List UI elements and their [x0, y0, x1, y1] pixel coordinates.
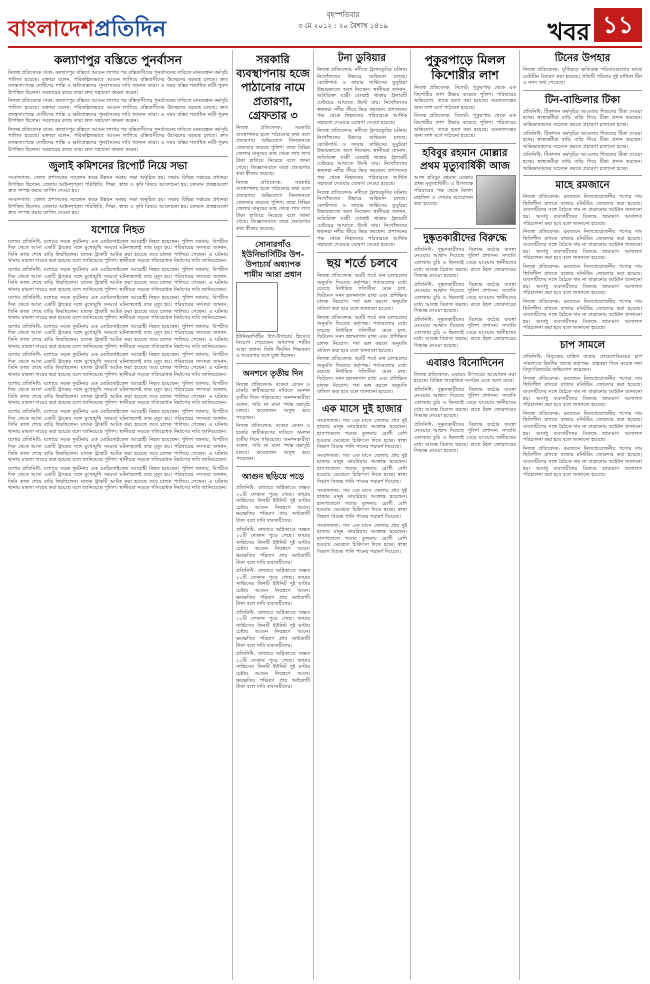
article-body: সংবাদদাতা: গত এক মাসে জেলায় প্রায় দুই হাজার মানুষ ডায়রিয়ায় আক্রান্ত হয়েছেন। হাসপাতালে শয্যার তুলনায় রোগী বেশি হওয়ায় মেঝেতে চিকিৎসা দিতে হচ্ছে। স্বাস্থ্য বিভাগ বিশুদ্ধ পানি পানের পরামর্শ দিয়েছে।	[317, 452, 407, 486]
divider	[317, 252, 407, 253]
article-body: নিজস্ব প্রতিবেদক: বকেয়া বেতন ও চাকরি স্থায়ীকরণের দাবিতে অনশন তৃতীয় দিনে গড়িয়েছে। অনশনকারীরা বলেন, দাবি না মানা পর্যন্ত কর্মসূচি চলবে। কয়েকজন অসুস্থ হয়ে পড়েছেন।	[236, 423, 310, 463]
article-body: নিজস্ব প্রতিবেদক ঢাকা: কল্যাণপুর বস্তিতে আগুন লাগার পর বস্তিবাসীদের পুনর্বাসনের দাবিতে মানববন্ধন কর্মসূচি পালিত হয়েছে। বক্তারা বলেন, পরিকল্পিতভাবে আগুন লাগিয়ে বস্তিবাসীদের উচ্ছেদের ষড়যন্ত্র চলছে। দ্রুত তদন্তসাপেক্ষে দোষীদের শাস্তি ও ক্ষতিগ্রস্তদের পুনর্বাসনের দাবি জানান তারা। এ সময় বস্তির শতাধিক নারী-পুরুষ উপস্থিত ছিলেন। সরকারের কাছে তারা দ্রুত সহায়তা কামনা করেন।	[8, 126, 228, 153]
headline: এবারও বিনোদিনেন	[426, 357, 504, 369]
page-number: ১১	[594, 8, 642, 42]
article-body: নিজস্ব প্রতিবেদক: রমজানে নিত্যপ্রয়োজনীয় পণ্যের দাম স্থিতিশীল রাখতে বাজার মনিটরিং জোরদার করা হয়েছে। ব্যবসায়ীদের সঙ্গে বৈঠকে দাম না বাড়ানোর আহ্বান জানানো হয়। অসাধু ব্যবসায়ীদের বিরুদ্ধে ভ্রাম্যমাণ আদালত পরিচালনা করা হবে বলে জানানো হয়েছে।	[523, 410, 642, 444]
article-body: নিজস্ব প্রতিবেদক: নদীতে ট্রলারডুবির ঘটনায় নিখোঁজদের উদ্ধারে অভিযান চলছে। কোস্টগার্ড ও ফায়ার সার্ভিসের ডুবুরিরা উদ্ধারকাজে অংশ নিচ্ছেন। স্থানীয়রা জানান, অতিরিক্ত যাত্রী বোঝাই থাকায় ট্রলারটি ঢেউয়ের আঘাতে উল্টে যায়। নিখোঁজদের স্বজনরা নদীর তীরে ভিড় করছেন। প্রশাসনের পক্ষ থেকে নিহতদের পরিবারকে আর্থিক সহায়তা দেওয়ার ঘোষণা দেওয়া হয়েছে।	[317, 67, 407, 126]
article-body: নিজস্ব প্রতিবেদক: ছয়টি শর্তে যান চলাচলের অনুমতি দিয়েছে কর্তৃপক্ষ। শর্তগুলোর মধ্যে রয়েছে নির্ধারিত গতিসীমা মেনে চলা, ফিটনেস সনদ হালনাগাদ রাখা এবং প্রশিক্ষিত চালক নিয়োগ। শর্ত ভঙ্গ করলে অনুমতি বাতিল করা হবে বলে জানানো হয়েছে।	[317, 314, 407, 354]
column-divider	[410, 50, 411, 980]
headline: জুলাই কমিশনের রিপোর্ট নিয়ে সভা	[48, 161, 188, 173]
column-1	[8, 50, 228, 492]
article-body: যশোর প্রতিনিধি: যশোরে সড়ক দুর্ঘটনায় এক মোটরসাইকেল আরোহী নিহত হয়েছেন। পুলিশ জানায়, বিপরীত দিক থেকে আসা একটি ট্রাকের সঙ্গে মুখোমুখি সংঘর্ষে ঘটনাস্থলেই তার মৃত্যু হয়। পরিবারের সদস্যরা জানান, তিনি কাজ শেষে বাড়ি ফিরছিলেন। ঘাতক ট্রাকটি আটক করা হয়েছে তবে চালক পালিয়ে গেছেন। এ ঘটনায় থানায় মামলা দায়ের করা হয়েছে বলে জানিয়েছে পুলিশ। স্থানীয়রা সড়কে গতিরোধক নির্মাণের দাবি জানিয়েছেন।	[8, 465, 228, 492]
divider	[414, 353, 516, 354]
article-body: নিজস্ব প্রতিবেদক: রমজানে নিত্যপ্রয়োজনীয় পণ্যের দাম স্থিতিশীল রাখতে বাজার মনিটরিং জোরদার করা হয়েছে। ব্যবসায়ীদের সঙ্গে বৈঠকে দাম না বাড়ানোর আহ্বান জানানো হয়। অসাধু ব্যবসায়ীদের বিরুদ্ধে ভ্রাম্যমাণ আদালত পরিচালনা করা হবে বলে জানানো হয়েছে।	[523, 445, 642, 479]
article-body: যশোর প্রতিনিধি: যশোরে সড়ক দুর্ঘটনায় এক মোটরসাইকেল আরোহী নিহত হয়েছেন। পুলিশ জানায়, বিপরীত দিক থেকে আসা একটি ট্রাকের সঙ্গে মুখোমুখি সংঘর্ষে ঘটনাস্থলেই তার মৃত্যু হয়। পরিবারের সদস্যরা জানান, তিনি কাজ শেষে বাড়ি ফিরছিলেন। ঘাতক ট্রাকটি আটক করা হয়েছে তবে চালক পালিয়ে গেছেন। এ ঘটনায় থানায় মামলা দায়ের করা হয়েছে বলে জানিয়েছে পুলিশ। স্থানীয়রা সড়কে গতিরোধক নির্মাণের দাবি জানিয়েছেন।	[8, 380, 228, 407]
headline: সরকারি ব্যবস্থাপনায় হজে পাঠানোর নামে প্রতারণা, গ্রেফতার ৩	[236, 53, 310, 122]
article-body: প্রতিনিধি: দুষ্কৃতকারীদের বিরুদ্ধে কঠোর ব্যবস্থা নেওয়ার আশ্বাস দিয়েছে পুলিশ প্রশাসন। সম্প্রতি এলাকায় চুরি ও ছিনতাই বেড়ে যাওয়ায় স্থানীয়দের মধ্যে আতঙ্ক বিরাজ করছে। রাতে টহল জোরদারের সিদ্ধান্ত নেওয়া হয়েছে।	[414, 316, 516, 350]
masthead	[8, 4, 642, 44]
divider	[523, 90, 642, 91]
article-body: প্রতিনিধি: বাজারে অগ্নিকাণ্ডে অন্তত ২০টি দোকান পুড়ে গেছে। ফায়ার সার্ভিসের তিনটি ইউনিট দুই ঘণ্টার চেষ্টায় আগুন নিয়ন্ত্রণে আনে। ক্ষয়ক্ষতির পরিমাণ প্রায় অর্ধকোটি টাকা বলে দাবি ব্যবসায়ীদের।	[236, 526, 310, 566]
headline: হবিবুর রহমান মোল্লার প্রথম মৃত্যুবার্ষিকী আজ	[420, 147, 510, 172]
article-body: প্রতিনিধি: টিকাদান কর্মসূচির আওতায় শিশুদের টিকা দেওয়া হচ্ছে। স্বাস্থ্যকর্মীরা বাড়ি বাড়ি গিয়ে টিকা প্রদান করছেন। অভিভাবকদের সচেতন করতে প্রচারণা চালানো হচ্ছে।	[523, 152, 642, 172]
column-divider	[232, 50, 233, 980]
headline: সোনারগাঁও ইউনিভার্সিটির উপ-উপাচার্য অধ্যাপক শামীম আরা প্রধান	[241, 239, 305, 279]
article-body: নিজস্ব প্রতিবেদক: রমজানে নিত্যপ্রয়োজনীয় পণ্যের দাম স্থিতিশীল রাখতে বাজার মনিটরিং জোরদার করা হয়েছে। ব্যবসায়ীদের সঙ্গে বৈঠকে দাম না বাড়ানোর আহ্বান জানানো হয়। অসাধু ব্যবসায়ীদের বিরুদ্ধে ভ্রাম্যমাণ আদালত পরিচালনা করা হবে বলে জানানো হয়েছে।	[523, 299, 642, 332]
divider	[523, 335, 642, 336]
article-body: নিজস্ব প্রতিবেদক: এবারও উৎসবের আয়োজন করা হয়েছে। বিভিন্ন সাংস্কৃতিক সংগঠন এতে অংশ নেবে।	[414, 371, 516, 385]
portrait-photo	[236, 282, 278, 332]
article-body: নিজস্ব প্রতিবেদক, সিলেট: পুকুরপাড় থেকে এক কিশোরীর লাশ উদ্ধার করেছে পুলিশ। পরিবারের অভিযোগ, তাকে হত্যা করা হয়েছে। ময়নাতদন্তের জন্য লাশ মর্গে পাঠানো হয়েছে।	[414, 113, 516, 140]
divider	[236, 236, 310, 237]
headline: অনশনে তৃতীয় দিন	[242, 368, 304, 378]
headline: মাহে রমজানে	[555, 180, 610, 192]
section-title: খবর	[547, 18, 590, 46]
article-body: ইউনিভার্সিটির উপ-উপাচার্য হিসেবে নিয়োগ পেয়েছেন অধ্যাপক শামীম আরা প্রধান। তিনি দীর্ঘদিন শিক্ষকতা ও গবেষণার সঙ্গে যুক্ত ছিলেন।	[236, 333, 310, 360]
divider	[317, 399, 407, 400]
column-divider	[519, 50, 520, 980]
divider	[414, 143, 516, 144]
article-body: আজ হবিবুর রহমান মোল্লার প্রথম মৃত্যুবার্ষিকী। এ উপলক্ষে পরিবারের পক্ষ থেকে মিলাদ মাহফিল ও দোয়ার আয়োজন করা হয়েছে।	[414, 174, 473, 208]
headline: আগুন ছড়িয়ে পড়ে	[242, 472, 304, 481]
logo-main: বাংলাদেশ	[8, 17, 95, 42]
divider	[8, 220, 228, 221]
article-body: প্রতিনিধি: দুষ্কৃতকারীদের বিরুদ্ধে কঠোর ব্যবস্থা নেওয়ার আশ্বাস দিয়েছে পুলিশ প্রশাসন। সম্প্রতি এলাকায় চুরি ও ছিনতাই বেড়ে যাওয়ায় স্থানীয়দের মধ্যে আতঙ্ক বিরাজ করছে। রাতে টহল জোরদারের সিদ্ধান্ত নেওয়া হয়েছে।	[414, 281, 516, 315]
article-body: সংবাদদাতা: জেলা প্রশাসকের সম্মেলন কক্ষে উন্নয়ন সমন্বয় সভা অনুষ্ঠিত হয়। সভায় বিভিন্ন দপ্তরের প্রধানরা উপস্থিত ছিলেন। জেলার আইনশৃঙ্খলা পরিস্থিতি, শিক্ষা, স্বাস্থ্য ও কৃষি বিষয়ে আলোচনা হয়। চলমান প্রকল্পগুলো দ্রুত সম্পন্ন করার তাগিদ দেওয়া হয়।	[8, 175, 228, 195]
headline: ছয় শর্তে চলবে	[326, 256, 398, 271]
article-body: যশোর প্রতিনিধি: যশোরে সড়ক দুর্ঘটনায় এক মোটরসাইকেল আরোহী নিহত হয়েছেন। পুলিশ জানায়, বিপরীত দিক থেকে আসা একটি ট্রাকের সঙ্গে মুখোমুখি সংঘর্ষে ঘটনাস্থলেই তার মৃত্যু হয়। পরিবারের সদস্যরা জানান, তিনি কাজ শেষে বাড়ি ফিরছিলেন। ঘাতক ট্রাকটি আটক করা হয়েছে তবে চালক পালিয়ে গেছেন। এ ঘটনায় থানায় মামলা দায়ের করা হয়েছে বলে জানিয়েছে পুলিশ। স্থানীয়রা সড়কে গতিরোধক নির্মাণের দাবি জানিয়েছেন।	[8, 408, 228, 435]
article-body: সংবাদদাতা: গত এক মাসে জেলায় প্রায় দুই হাজার মানুষ ডায়রিয়ায় আক্রান্ত হয়েছেন। হাসপাতালে শয্যার তুলনায় রোগী বেশি হওয়ায় মেঝেতে চিকিৎসা দিতে হচ্ছে। স্বাস্থ্য বিভাগ বিশুদ্ধ পানি পানের পরামর্শ দিয়েছে।	[317, 487, 407, 521]
article-body: প্রতিনিধি: বাজারে অগ্নিকাণ্ডে অন্তত ২০টি দোকান পুড়ে গেছে। ফায়ার সার্ভিসের তিনটি ইউনিট দুই ঘণ্টার চেষ্টায় আগুন নিয়ন্ত্রণে আনে। ক্ষয়ক্ষতির পরিমাণ প্রায় অর্ধকোটি টাকা বলে দাবি ব্যবসায়ীদের।	[236, 651, 310, 691]
logo-sub: প্রতিদিন	[94, 17, 167, 42]
article-body: যশোর প্রতিনিধি: যশোরে সড়ক দুর্ঘটনায় এক মোটরসাইকেল আরোহী নিহত হয়েছেন। পুলিশ জানায়, বিপরীত দিক থেকে আসা একটি ট্রাকের সঙ্গে মুখোমুখি সংঘর্ষে ঘটনাস্থলেই তার মৃত্যু হয়। পরিবারের সদস্যরা জানান, তিনি কাজ শেষে বাড়ি ফিরছিলেন। ঘাতক ট্রাকটি আটক করা হয়েছে তবে চালক পালিয়ে গেছেন। এ ঘটনায় থানায় মামলা দায়ের করা হয়েছে বলে জানিয়েছে পুলিশ। স্থানীয়রা সড়কে গতিরোধক নির্মাণের দাবি জানিয়েছেন।	[8, 323, 228, 350]
memorial-portrait	[476, 175, 516, 225]
memorial-block	[414, 175, 516, 225]
headline: টনা ডুবিয়ার	[338, 53, 386, 64]
article-body: নিজস্ব প্রতিবেদক: রমজানে নিত্যপ্রয়োজনীয় পণ্যের দাম স্থিতিশীল রাখতে বাজার মনিটরিং জোরদার করা হয়েছে। ব্যবসায়ীদের সঙ্গে বৈঠকে দাম না বাড়ানোর আহ্বান জানানো হয়। অসাধু ব্যবসায়ীদের বিরুদ্ধে ভ্রাম্যমাণ আদালত পরিচালনা করা হবে বলে জানানো হয়েছে।	[523, 264, 642, 297]
article-body: প্রতিনিধি: বিদ্যুতের চাহিদা বাড়ায় লোডশেডিংয়ের চাপ সামলাতে হিমশিম খাচ্ছে কর্তৃপক্ষ। গ্রাহকরা দিনে কয়েক দফা বিদ্যুৎবিভ্রাটের অভিযোগ করেছেন।	[523, 354, 642, 374]
headline: দুষ্কৃতকারীদের বিরুদ্ধে	[423, 232, 507, 244]
column-5	[523, 50, 642, 479]
article-body: যশোর প্রতিনিধি: যশোরে সড়ক দুর্ঘটনায় এক মোটরসাইকেল আরোহী নিহত হয়েছেন। পুলিশ জানায়, বিপরীত দিক থেকে আসা একটি ট্রাকের সঙ্গে মুখোমুখি সংঘর্ষে ঘটনাস্থলেই তার মৃত্যু হয়। পরিবারের সদস্যরা জানান, তিনি কাজ শেষে বাড়ি ফিরছিলেন। ঘাতক ট্রাকটি আটক করা হয়েছে তবে চালক পালিয়ে গেছেন। এ ঘটনায় থানায় মামলা দায়ের করা হয়েছে বলে জানিয়েছে পুলিশ। স্থানীয়রা সড়কে গতিরোধক নির্মাণের দাবি জানিয়েছেন।	[8, 437, 228, 464]
article-body: নিজস্ব প্রতিবেদক: বকেয়া বেতন ও চাকরি স্থায়ীকরণের দাবিতে অনশন তৃতীয় দিনে গড়িয়েছে। অনশনকারীরা বলেন, দাবি না মানা পর্যন্ত কর্মসূচি চলবে। কয়েকজন অসুস্থ হয়ে পড়েছেন।	[236, 381, 310, 421]
dateline	[283, 10, 403, 32]
column-2	[236, 50, 310, 691]
article-body: নিজস্ব প্রতিবেদক: রমজানে নিত্যপ্রয়োজনীয় পণ্যের দাম স্থিতিশীল রাখতে বাজার মনিটরিং জোরদার করা হয়েছে। ব্যবসায়ীদের সঙ্গে বৈঠকে দাম না বাড়ানোর আহ্বান জানানো হয়। অসাধু ব্যবসায়ীদের বিরুদ্ধে ভ্রাম্যমাণ আদালত পরিচালনা করা হবে বলে জানানো হয়েছে।	[523, 375, 642, 409]
article-body: প্রতিনিধি: বাজারে অগ্নিকাণ্ডে অন্তত ২০টি দোকান পুড়ে গেছে। ফায়ার সার্ভিসের তিনটি ইউনিট দুই ঘণ্টার চেষ্টায় আগুন নিয়ন্ত্রণে আনে। ক্ষয়ক্ষতির পরিমাণ প্রায় অর্ধকোটি টাকা বলে দাবি ব্যবসায়ীদের।	[236, 485, 310, 524]
article-body: যশোর প্রতিনিধি: যশোরে সড়ক দুর্ঘটনায় এক মোটরসাইকেল আরোহী নিহত হয়েছেন। পুলিশ জানায়, বিপরীত দিক থেকে আসা একটি ট্রাকের সঙ্গে মুখোমুখি সংঘর্ষে ঘটনাস্থলেই তার মৃত্যু হয়। পরিবারের সদস্যরা জানান, তিনি কাজ শেষে বাড়ি ফিরছিলেন। ঘাতক ট্রাকটি আটক করা হয়েছে তবে চালক পালিয়ে গেছেন। এ ঘটনায় থানায় মামলা দায়ের করা হয়েছে বলে জানিয়েছে পুলিশ। স্থানীয়রা সড়কে গতিরোধক নির্মাণের দাবি জানিয়েছেন।	[8, 352, 228, 378]
article-body: যশোর প্রতিনিধি: যশোরে সড়ক দুর্ঘটনায় এক মোটরসাইকেল আরোহী নিহত হয়েছেন। পুলিশ জানায়, বিপরীত দিক থেকে আসা একটি ট্রাকের সঙ্গে মুখোমুখি সংঘর্ষে ঘটনাস্থলেই তার মৃত্যু হয়। পরিবারের সদস্যরা জানান, তিনি কাজ শেষে বাড়ি ফিরছিলেন। ঘাতক ট্রাকটি আটক করা হয়েছে তবে চালক পালিয়ে গেছেন। এ ঘটনায় থানায় মামলা দায়ের করা হয়েছে বলে জানিয়েছে পুলিশ। স্থানীয়রা সড়কে গতিরোধক নির্মাণের দাবি জানিয়েছেন।	[8, 267, 228, 293]
article-body: নিজস্ব প্রতিবেদক ঢাকা: কল্যাণপুর বস্তিতে আগুন লাগার পর বস্তিবাসীদের পুনর্বাসনের দাবিতে মানববন্ধন কর্মসূচি পালিত হয়েছে। বক্তারা বলেন, পরিকল্পিতভাবে আগুন লাগিয়ে বস্তিবাসীদের উচ্ছেদের ষড়যন্ত্র চলছে। দ্রুত তদন্তসাপেক্ষে দোষীদের শাস্তি ও ক্ষতিগ্রস্তদের পুনর্বাসনের দাবি জানান তারা। এ সময় বস্তির শতাধিক নারী-পুরুষ উপস্থিত ছিলেন। সরকারের কাছে তারা দ্রুত সহায়তা কামনা করেন।	[8, 98, 228, 125]
header-rule	[8, 46, 642, 48]
headline: কল্যাণপুর বস্তিতে পুনর্বাসন	[54, 53, 182, 67]
headline: পুকুরপাড়ে মিলল কিশোরীর লাশ	[424, 53, 506, 82]
divider	[236, 363, 310, 364]
article-body: নিজস্ব প্রতিবেদক, সিলেট: পুকুরপাড় থেকে এক কিশোরীর লাশ উদ্ধার করেছে পুলিশ। পরিবারের অভিযোগ, তাকে হত্যা করা হয়েছে। ময়নাতদন্তের জন্য লাশ মর্গে পাঠানো হয়েছে।	[414, 85, 516, 111]
article-body: সংবাদদাতা: গত এক মাসে জেলায় প্রায় দুই হাজার মানুষ ডায়রিয়ায় আক্রান্ত হয়েছেন। হাসপাতালে শয্যার তুলনায় রোগী বেশি হওয়ায় মেঝেতে চিকিৎসা দিতে হচ্ছে। স্বাস্থ্য বিভাগ বিশুদ্ধ পানি পানের পরামর্শ দিয়েছে।	[317, 417, 407, 451]
column-divider	[313, 50, 314, 980]
newspaper-logo	[8, 12, 167, 49]
date-label: ৩ মে ২০১২ : ২০ বৈশাখ ১৪১৯	[298, 22, 388, 30]
article-body: প্রতিনিধি: টিকাদান কর্মসূচির আওতায় শিশুদের টিকা দেওয়া হচ্ছে। স্বাস্থ্যকর্মীরা বাড়ি বাড়ি গিয়ে টিকা প্রদান করছেন। অভিভাবকদের সচেতন করতে প্রচারণা চালানো হচ্ছে।	[523, 108, 642, 128]
article-body: নিজস্ব প্রতিবেদক: রমজানে নিত্যপ্রয়োজনীয় পণ্যের দাম স্থিতিশীল রাখতে বাজার মনিটরিং জোরদার করা হয়েছে। ব্যবসায়ীদের সঙ্গে বৈঠকে দাম না বাড়ানোর আহ্বান জানানো হয়। অসাধু ব্যবসায়ীদের বিরুদ্ধে ভ্রাম্যমাণ আদালত পরিচালনা করা হবে বলে জানানো হয়েছে।	[523, 229, 642, 262]
headline: যশোরে নিহত	[91, 224, 145, 236]
headline: চাপ সামলে	[559, 340, 606, 351]
article-body: নিজস্ব প্রতিবেদক: ঘূর্ণিঝড়ে ক্ষতিগ্রস্ত পরিবারগুলোর মাঝে ঢেউটিন বিতরণ করা হয়েছে। প্রতিটি পরিবার দুই বান্ডিল টিন ও নগদ অর্থ পেয়েছে।	[523, 67, 642, 87]
article-body: নিজস্ব প্রতিবেদক: সরকারি ব্যবস্থাপনায় হজে পাঠানোর কথা বলে প্রতারণার অভিযোগে তিনজনকে গ্রেফতার করেছে পুলিশ। তারা বিভিন্ন জেলার মানুষের কাছ থেকে লাখ লাখ টাকা হাতিয়ে নিয়েছে বলে জানা গেছে। জিজ্ঞাসাবাদে তারা প্রতারণার কথা স্বীকার করেছে।	[236, 125, 310, 178]
article-body: নিজস্ব প্রতিবেদক: ছয়টি শর্তে যান চলাচলের অনুমতি দিয়েছে কর্তৃপক্ষ। শর্তগুলোর মধ্যে রয়েছে নির্ধারিত গতিসীমা মেনে চলা, ফিটনেস সনদ হালনাগাদ রাখা এবং প্রশিক্ষিত চালক নিয়োগ। শর্ত ভঙ্গ করলে অনুমতি বাতিল করা হবে বলে জানানো হয়েছে।	[317, 273, 407, 312]
divider	[8, 156, 228, 157]
headline: টিন-বান্ডিলার টিকা	[544, 94, 621, 106]
article-body: যশোর প্রতিনিধি: যশোরে সড়ক দুর্ঘটনায় এক মোটরসাইকেল আরোহী নিহত হয়েছেন। পুলিশ জানায়, বিপরীত দিক থেকে আসা একটি ট্রাকের সঙ্গে মুখোমুখি সংঘর্ষে ঘটনাস্থলেই তার মৃত্যু হয়। পরিবারের সদস্যরা জানান, তিনি কাজ শেষে বাড়ি ফিরছিলেন। ঘাতক ট্রাকটি আটক করা হয়েছে তবে চালক পালিয়ে গেছেন। এ ঘটনায় থানায় মামলা দায়ের করা হয়েছে বলে জানিয়েছে পুলিশ। স্থানীয়রা সড়কে গতিরোধক নির্মাণের দাবি জানিয়েছেন।	[8, 238, 228, 265]
article-body: প্রতিনিধি: দুষ্কৃতকারীদের বিরুদ্ধে কঠোর ব্যবস্থা নেওয়ার আশ্বাস দিয়েছে পুলিশ প্রশাসন। সম্প্রতি এলাকায় চুরি ও ছিনতাই বেড়ে যাওয়ায় স্থানীয়দের মধ্যে আতঙ্ক বিরাজ করছে। রাতে টহল জোরদারের সিদ্ধান্ত নেওয়া হয়েছে।	[414, 386, 516, 420]
article-body: প্রতিনিধি: বাজারে অগ্নিকাণ্ডে অন্তত ২০টি দোকান পুড়ে গেছে। ফায়ার সার্ভিসের তিনটি ইউনিট দুই ঘণ্টার চেষ্টায় আগুন নিয়ন্ত্রণে আনে। ক্ষয়ক্ষতির পরিমাণ প্রায় অর্ধকোটি টাকা বলে দাবি ব্যবসায়ীদের।	[236, 568, 310, 608]
article-body: সংবাদদাতা: গত এক মাসে জেলায় প্রায় দুই হাজার মানুষ ডায়রিয়ায় আক্রান্ত হয়েছেন। হাসপাতালে শয্যার তুলনায় রোগী বেশি হওয়ায় মেঝেতে চিকিৎসা দিতে হচ্ছে। স্বাস্থ্য বিভাগ বিশুদ্ধ পানি পানের পরামর্শ দিয়েছে।	[317, 522, 407, 555]
headline: এক মাসে দুই হাজার	[321, 403, 403, 415]
article-body: নিজস্ব প্রতিবেদক ঢাকা: কল্যাণপুর বস্তিতে আগুন লাগার পর বস্তিবাসীদের পুনর্বাসনের দাবিতে মানববন্ধন কর্মসূচি পালিত হয়েছে। বক্তারা বলেন, পরিকল্পিতভাবে আগুন লাগিয়ে বস্তিবাসীদের উচ্ছেদের ষড়যন্ত্র চলছে। দ্রুত তদন্তসাপেক্ষে দোষীদের শাস্তি ও ক্ষতিগ্রস্তদের পুনর্বাসনের দাবি জানান তারা। এ সময় বস্তির শতাধিক নারী-পুরুষ উপস্থিত ছিলেন। সরকারের কাছে তারা দ্রুত সহায়তা কামনা করেন।	[8, 70, 228, 96]
article-body: নিজস্ব প্রতিবেদক: নদীতে ট্রলারডুবির ঘটনায় নিখোঁজদের উদ্ধারে অভিযান চলছে। কোস্টগার্ড ও ফায়ার সার্ভিসের ডুবুরিরা উদ্ধারকাজে অংশ নিচ্ছেন। স্থানীয়রা জানান, অতিরিক্ত যাত্রী বোঝাই থাকায় ট্রলারটি ঢেউয়ের আঘাতে উল্টে যায়। নিখোঁজদের স্বজনরা নদীর তীরে ভিড় করছেন। প্রশাসনের পক্ষ থেকে নিহতদের পরিবারকে আর্থিক সহায়তা দেওয়ার ঘোষণা দেওয়া হয়েছে।	[317, 189, 407, 249]
article-body: যশোর প্রতিনিধি: যশোরে সড়ক দুর্ঘটনায় এক মোটরসাইকেল আরোহী নিহত হয়েছেন। পুলিশ জানায়, বিপরীত দিক থেকে আসা একটি ট্রাকের সঙ্গে মুখোমুখি সংঘর্ষে ঘটনাস্থলেই তার মৃত্যু হয়। পরিবারের সদস্যরা জানান, তিনি কাজ শেষে বাড়ি ফিরছিলেন। ঘাতক ট্রাকটি আটক করা হয়েছে তবে চালক পালিয়ে গেছেন। এ ঘটনায় থানায় মামলা দায়ের করা হয়েছে বলে জানিয়েছে পুলিশ। স্থানীয়রা সড়কে গতিরোধক নির্মাণের দাবি জানিয়েছেন।	[8, 295, 228, 322]
divider	[414, 228, 516, 229]
day-label: বৃহস্পতিবার	[326, 11, 360, 19]
article-body: নিজস্ব প্রতিবেদক: ছয়টি শর্তে যান চলাচলের অনুমতি দিয়েছে কর্তৃপক্ষ। শর্তগুলোর মধ্যে রয়েছে নির্ধারিত গতিসীমা মেনে চলা, ফিটনেস সনদ হালনাগাদ রাখা এবং প্রশিক্ষিত চালক নিয়োগ। শর্ত ভঙ্গ করলে অনুমতি বাতিল করা হবে বলে জানানো হয়েছে।	[317, 356, 407, 396]
article-body: প্রতিনিধি: দুষ্কৃতকারীদের বিরুদ্ধে কঠোর ব্যবস্থা নেওয়ার আশ্বাস দিয়েছে পুলিশ প্রশাসন। সম্প্রতি এলাকায় চুরি ও ছিনতাই বেড়ে যাওয়ায় স্থানীয়দের মধ্যে আতঙ্ক বিরাজ করছে। রাতে টহল জোরদারের সিদ্ধান্ত নেওয়া হয়েছে।	[414, 246, 516, 280]
article-body: নিজস্ব প্রতিবেদক: রমজানে নিত্যপ্রয়োজনীয় পণ্যের দাম স্থিতিশীল রাখতে বাজার মনিটরিং জোরদার করা হয়েছে। ব্যবসায়ীদের সঙ্গে বৈঠকে দাম না বাড়ানোর আহ্বান জানানো হয়। অসাধু ব্যবসায়ীদের বিরুদ্ধে ভ্রাম্যমাণ আদালত পরিচালনা করা হবে বলে জানানো হয়েছে।	[523, 194, 642, 227]
article-body: প্রতিনিধি: দুষ্কৃতকারীদের বিরুদ্ধে কঠোর ব্যবস্থা নেওয়ার আশ্বাস দিয়েছে পুলিশ প্রশাসন। সম্প্রতি এলাকায় চুরি ও ছিনতাই বেড়ে যাওয়ায় স্থানীয়দের মধ্যে আতঙ্ক বিরাজ করছে। রাতে টহল জোরদারের সিদ্ধান্ত নেওয়া হয়েছে।	[414, 421, 516, 455]
divider	[523, 175, 642, 176]
article-body: সংবাদদাতা: জেলা প্রশাসকের সম্মেলন কক্ষে উন্নয়ন সমন্বয় সভা অনুষ্ঠিত হয়। সভায় বিভিন্ন দপ্তরের প্রধানরা উপস্থিত ছিলেন। জেলার আইনশৃঙ্খলা পরিস্থিতি, শিক্ষা, স্বাস্থ্য ও কৃষি বিষয়ে আলোচনা হয়। চলমান প্রকল্পগুলো দ্রুত সম্পন্ন করার তাগিদ দেওয়া হয়।	[8, 196, 228, 217]
article-body: প্রতিনিধি: টিকাদান কর্মসূচির আওতায় শিশুদের টিকা দেওয়া হচ্ছে। স্বাস্থ্যকর্মীরা বাড়ি বাড়ি গিয়ে টিকা প্রদান করছেন। অভিভাবকদের সচেতন করতে প্রচারণা চালানো হচ্ছে।	[523, 130, 642, 150]
article-body: নিজস্ব প্রতিবেদক: নদীতে ট্রলারডুবির ঘটনায় নিখোঁজদের উদ্ধারে অভিযান চলছে। কোস্টগার্ড ও ফায়ার সার্ভিসের ডুবুরিরা উদ্ধারকাজে অংশ নিচ্ছেন। স্থানীয়রা জানান, অতিরিক্ত যাত্রী বোঝাই থাকায় ট্রলারটি ঢেউয়ের আঘাতে উল্টে যায়। নিখোঁজদের স্বজনরা নদীর তীরে ভিড় করছেন। প্রশাসনের পক্ষ থেকে নিহতদের পরিবারকে আর্থিক সহায়তা দেওয়ার ঘোষণা দেওয়া হয়েছে।	[317, 128, 407, 188]
headline: টিনের উপহার	[554, 53, 611, 64]
column-4	[414, 50, 516, 455]
divider	[236, 466, 310, 467]
column-3	[317, 50, 407, 556]
article-body: নিজস্ব প্রতিবেদক: সরকারি ব্যবস্থাপনায় হজে পাঠানোর কথা বলে প্রতারণার অভিযোগে তিনজনকে গ্রেফতার করেছে পুলিশ। তারা বিভিন্ন জেলার মানুষের কাছ থেকে লাখ লাখ টাকা হাতিয়ে নিয়েছে বলে জানা গেছে। জিজ্ঞাসাবাদে তারা প্রতারণার কথা স্বীকার করেছে।	[236, 179, 310, 232]
article-body: প্রতিনিধি: বাজারে অগ্নিকাণ্ডে অন্তত ২০টি দোকান পুড়ে গেছে। ফায়ার সার্ভিসের তিনটি ইউনিট দুই ঘণ্টার চেষ্টায় আগুন নিয়ন্ত্রণে আনে। ক্ষয়ক্ষতির পরিমাণ প্রায় অর্ধকোটি টাকা বলে দাবি ব্যবসায়ীদের।	[236, 609, 310, 649]
